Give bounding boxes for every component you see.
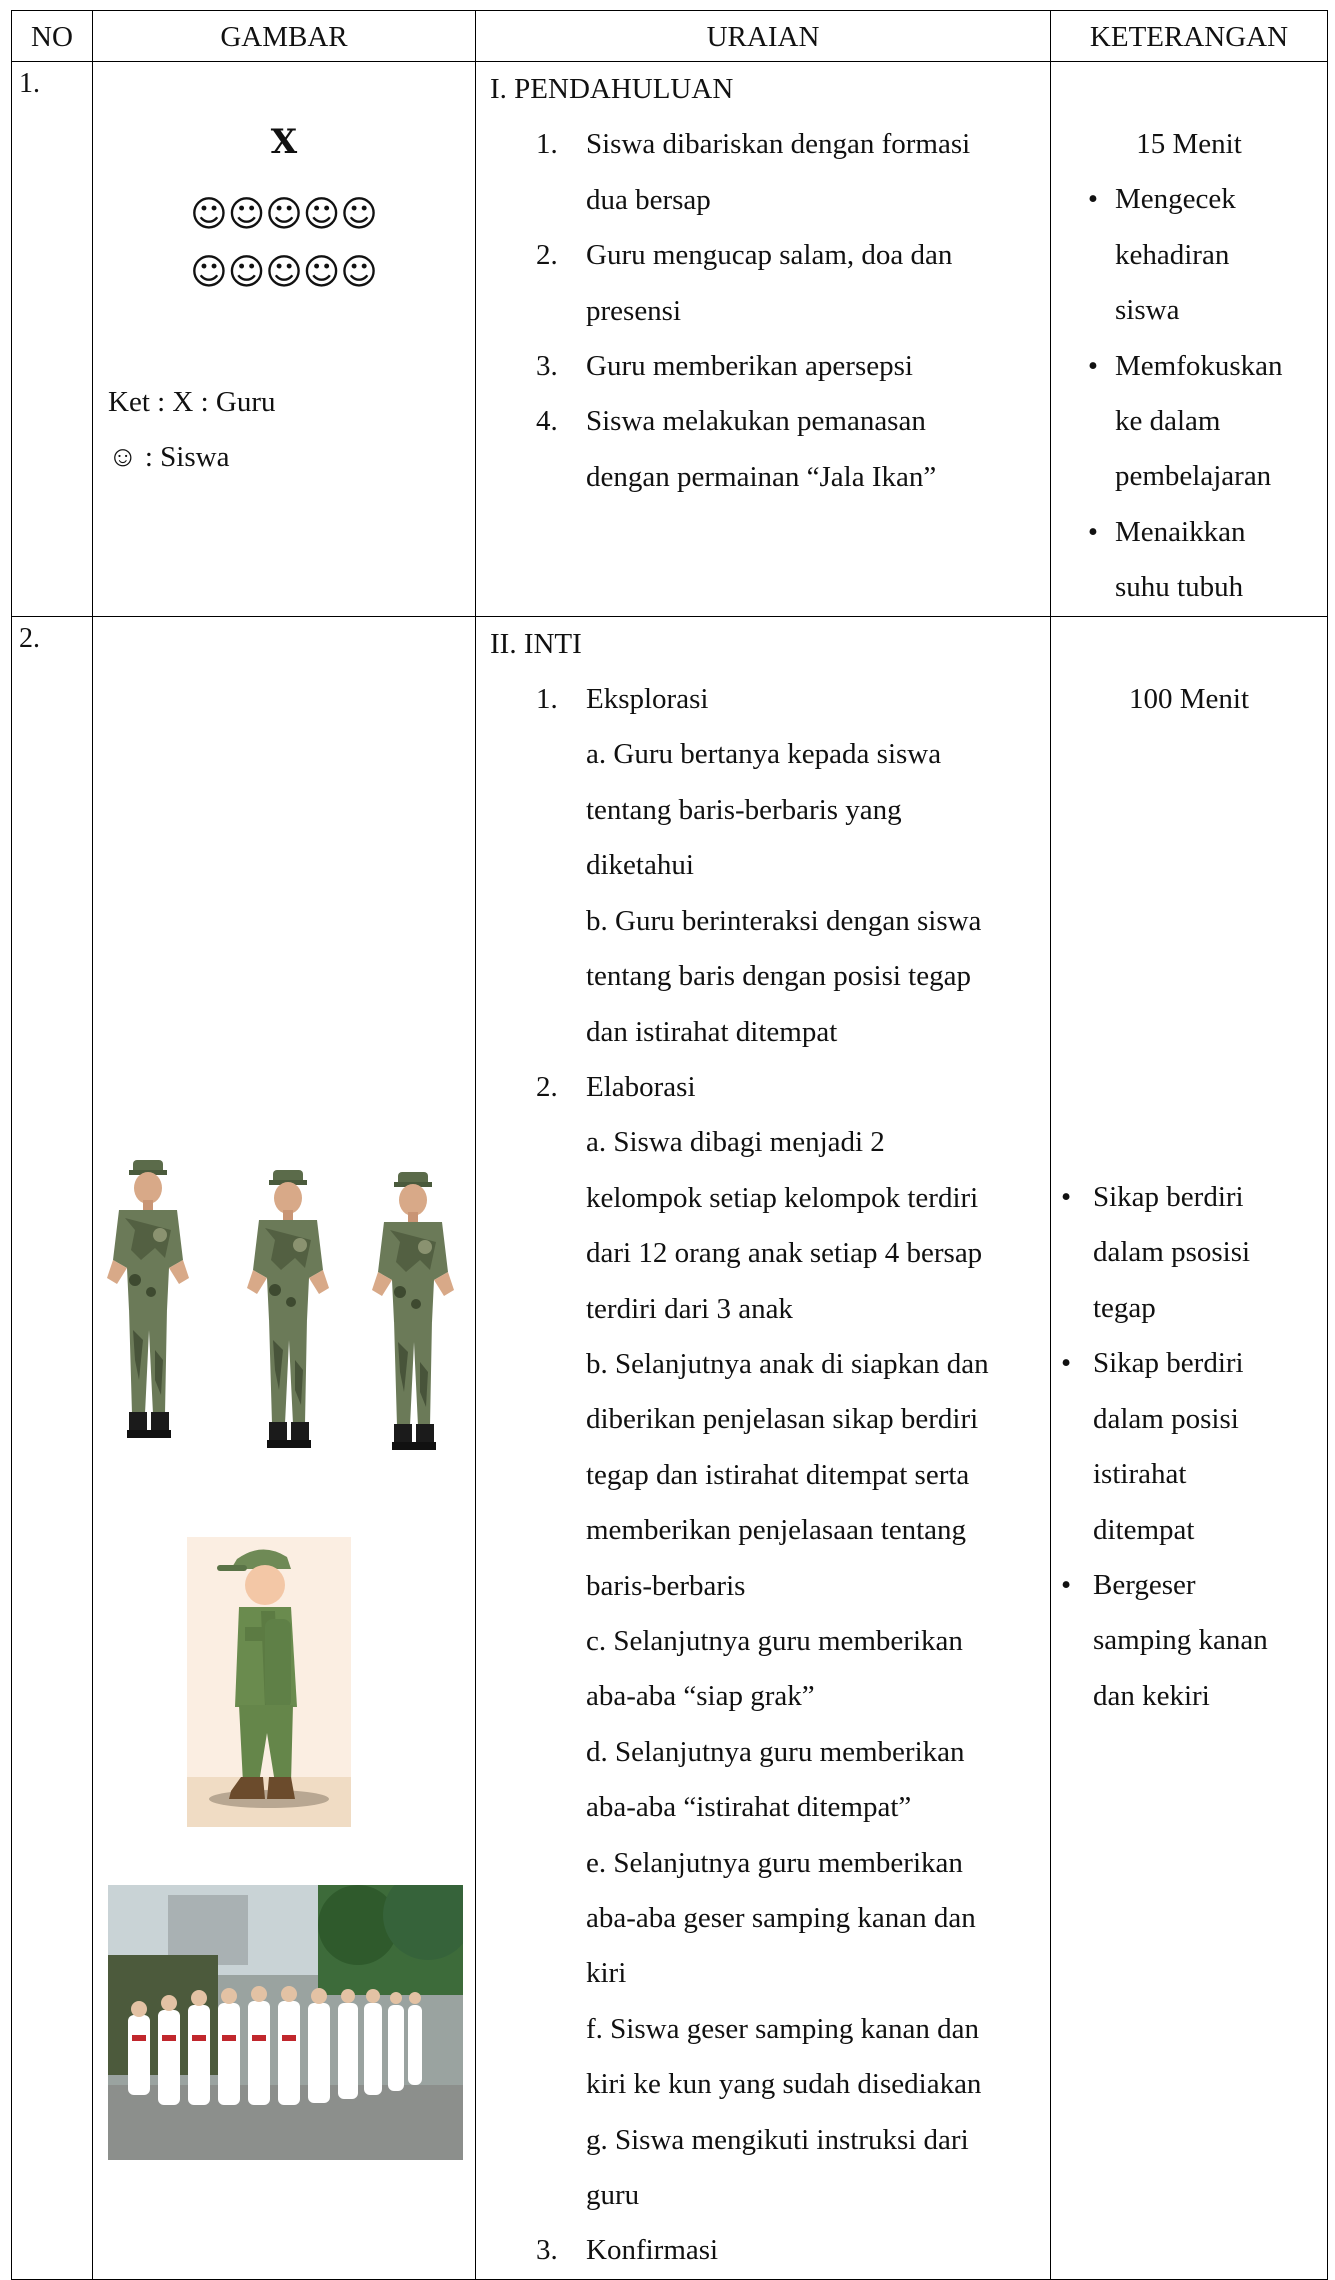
item-number: 2.: [536, 1070, 558, 1103]
item-text: tentang baris-berbaris yang: [586, 793, 902, 826]
list-item: [490, 339, 1050, 394]
item-text: b. Selanjutnya anak di siapkan dan: [586, 1347, 989, 1380]
note-item: [1071, 505, 1327, 616]
item-text: dengan permainan “Jala Ikan”: [586, 460, 937, 493]
legend-siswa: ☺ : Siswa: [108, 441, 230, 473]
item-text: a. Guru bertanya kepada siswa: [586, 738, 942, 771]
note-text: Bergeser: [1093, 1568, 1196, 1601]
item-text: g. Siswa mengikuti instruksi dari: [586, 2123, 969, 2156]
bullet-icon: •: [1087, 349, 1099, 382]
bullet-icon: •: [1087, 515, 1099, 548]
header-no: NO: [12, 11, 93, 62]
item-number: 4.: [536, 405, 558, 438]
cell-keterangan: [1051, 616, 1328, 2279]
uraian-section-2: [476, 617, 1050, 2279]
note-text: dalam psosisi: [1093, 1236, 1251, 1269]
item-text: diketahui: [586, 849, 694, 882]
section-heading: I. PENDAHULUAN: [490, 73, 734, 105]
item-title: Konfirmasi: [586, 2234, 719, 2267]
note-text: samping kanan: [1093, 1624, 1268, 1657]
item-text: b. Guru berinteraksi dengan siswa: [586, 904, 982, 937]
bullet-icon: •: [1087, 183, 1099, 216]
cell-gambar: [93, 616, 476, 2279]
list-item: [490, 117, 1050, 228]
item-text: dan istirahat ditempat: [586, 1015, 838, 1048]
item-text: diberikan penjelasan sikap berdiri: [586, 1403, 979, 1436]
list-item: [490, 1060, 1050, 2224]
item-text: Guru memberikan apersepsi: [586, 350, 913, 383]
item-text: guru: [586, 2179, 640, 2212]
note-text: Sikap berdiri: [1093, 1181, 1244, 1214]
note-text: ditempat: [1093, 1513, 1195, 1546]
item-title: Eksplorasi: [586, 683, 709, 716]
item-text: Guru mengucap salam, doa dan: [586, 239, 953, 272]
header-gambar: GAMBAR: [93, 11, 476, 62]
note-text: pembelajaran: [1115, 460, 1272, 493]
table-row: [12, 616, 1328, 2279]
cell-no: [12, 62, 93, 617]
three-soldiers-standing-image: [105, 1160, 468, 1452]
keterangan-section-2: [1051, 617, 1327, 1724]
item-text: terdiri dari 3 anak: [586, 1292, 793, 1325]
item-text: kiri: [586, 1957, 627, 1990]
cell-uraian: [476, 62, 1051, 617]
note-text: tegap: [1093, 1291, 1156, 1324]
student-row-1: ☺☺☺☺☺: [190, 194, 378, 235]
duration-label: 100 Menit: [1128, 682, 1250, 715]
item-text: d. Selanjutnya guru memberikan: [586, 1735, 965, 1768]
item-number: 2.: [536, 239, 558, 272]
uraian-section-1: [476, 62, 1050, 505]
header-uraian: URAIAN: [476, 11, 1051, 62]
item-text: dua bersap: [586, 183, 711, 216]
note-item: [1061, 1558, 1327, 1724]
list-item: [490, 394, 1050, 505]
legend-guru: Ket : X : Guru: [108, 386, 276, 418]
item-text: aba-aba geser samping kanan dan: [586, 1902, 976, 1934]
item-text: aba-aba “siap grak”: [586, 1680, 815, 1713]
item-text: c. Selanjutnya guru memberikan: [586, 1624, 963, 1657]
item-number: 3.: [536, 350, 558, 383]
note-text: Mengecek: [1115, 183, 1236, 216]
row-number: 1.: [19, 68, 40, 99]
item-text: tentang baris dengan posisi tegap: [586, 960, 971, 993]
note-text: istirahat: [1093, 1458, 1187, 1491]
item-text: memberikan penjelasaan tentang: [586, 1514, 967, 1547]
formation-diagram: [93, 62, 475, 614]
item-text: Siswa melakukan pemanasan: [586, 405, 926, 438]
item-text: a. Siswa dibagi menjadi 2: [586, 1126, 885, 1159]
cell-no: [12, 616, 93, 2279]
item-number: 1.: [536, 683, 558, 716]
lesson-plan-table: [11, 10, 1328, 2280]
student-row-2: ☺☺☺☺☺: [190, 252, 378, 293]
gambar-images: [93, 617, 475, 2257]
header-keterangan: KETERANGAN: [1051, 11, 1328, 62]
list-item: [490, 2223, 1050, 2278]
note-text: siswa: [1115, 294, 1180, 327]
bullet-icon: •: [1061, 1568, 1072, 1601]
marching-students-image: [108, 1885, 463, 2160]
note-item: [1071, 339, 1327, 505]
bullet-icon: •: [1061, 1347, 1072, 1380]
note-text: suhu tubuh: [1115, 571, 1244, 604]
item-text: kelompok setiap kelompok terdiri: [586, 1181, 979, 1214]
soldier-side-view-image: [187, 1537, 351, 1827]
table-header-row: [12, 11, 1328, 62]
teacher-marker: X: [270, 122, 298, 162]
table-row: [12, 62, 1328, 617]
item-text: e. Selanjutnya guru memberikan: [586, 1846, 963, 1879]
note-text: Sikap berdiri: [1093, 1347, 1244, 1380]
section-heading: II. INTI: [490, 627, 582, 660]
item-number: 1.: [536, 128, 558, 161]
item-text: tegap dan istirahat ditempat serta: [586, 1458, 970, 1491]
item-text: kiri ke kun yang sudah disediakan: [586, 2068, 982, 2101]
note-text: ke dalam: [1115, 405, 1221, 438]
note-text: Menaikkan: [1115, 515, 1246, 548]
item-text: Siswa dibariskan dengan formasi: [586, 128, 971, 161]
cell-keterangan: [1051, 62, 1328, 617]
note-item: [1071, 172, 1327, 338]
item-number: 3.: [536, 2234, 558, 2267]
keterangan-section-1: [1051, 62, 1327, 616]
bullet-icon: •: [1061, 1181, 1072, 1214]
item-text: presensi: [586, 294, 682, 327]
row-number: 2.: [19, 622, 40, 654]
cell-uraian: [476, 616, 1051, 2279]
duration-label: 15 Menit: [1136, 128, 1242, 160]
note-text: Memfokuskan: [1115, 349, 1283, 382]
note-text: dalam posisi: [1093, 1402, 1239, 1435]
item-text: dari 12 orang anak setiap 4 bersap: [586, 1237, 983, 1270]
list-item: [490, 672, 1050, 1060]
cell-gambar: [93, 62, 476, 617]
list-item: [490, 228, 1050, 339]
item-text: f. Siswa geser samping kanan dan: [586, 2012, 980, 2045]
item-text: baris-berbaris: [586, 1569, 746, 1602]
note-text: dan kekiri: [1093, 1679, 1210, 1712]
item-title: Elaborasi: [586, 1070, 696, 1103]
item-text: aba-aba “istirahat ditempat”: [586, 1791, 912, 1824]
note-text: kehadiran: [1115, 238, 1230, 271]
note-item: [1061, 1170, 1327, 1336]
note-item: [1061, 1336, 1327, 1558]
